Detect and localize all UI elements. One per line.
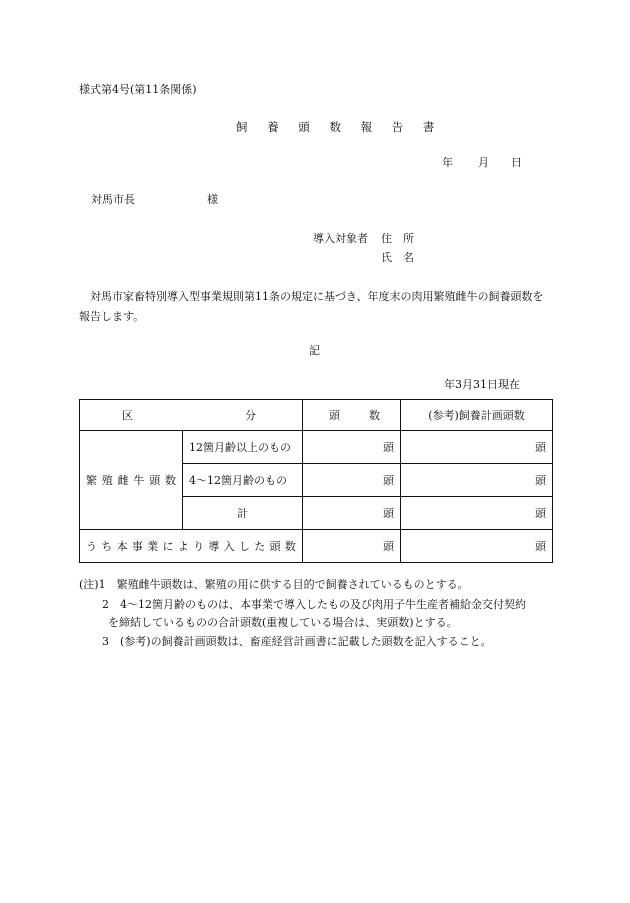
row-label: 4～12箇月齢のもの	[183, 464, 303, 497]
note-3: 3 (参考)の飼養計画頭数は、畜産経営計画書に記載した頭数を記入すること。	[102, 635, 492, 648]
header-kubun: 区 分	[80, 400, 303, 431]
date-year-label: 年	[442, 156, 453, 169]
plan-cell[interactable]: 頭	[401, 431, 553, 464]
group-label-cell	[80, 431, 183, 530]
group-label: 繁 殖 雌 牛 頭 数	[86, 474, 176, 487]
applicant-label: 導入対象者	[313, 232, 368, 245]
imported-count-label-cell	[80, 530, 303, 563]
honorific: 様	[207, 193, 218, 206]
plan-cell[interactable]: 頭	[401, 497, 553, 530]
table-row	[80, 431, 553, 464]
count-cell[interactable]: 頭	[303, 530, 401, 563]
body-paragraph: 対馬市家畜特別導入型事業規則第11条の規定に基づき、年度末の肉用繁殖雌牛の飼養頭数を報告します。	[79, 290, 544, 323]
date-day-label: 日	[511, 156, 522, 169]
header-tousu: 頭 数	[303, 400, 401, 431]
imported-count-label: う ち 本 事 業 に よ り 導 入 し た 頭 数	[86, 540, 296, 553]
count-cell[interactable]: 頭	[303, 431, 401, 464]
form-number: 様式第4号(第11条関係)	[79, 83, 197, 96]
header-plan: (参考)飼養計画頭数	[401, 400, 553, 431]
table-header-row	[80, 400, 553, 431]
row-label-total: 計	[183, 497, 303, 530]
ki-label: 記	[309, 344, 320, 357]
address-label: 住 所	[381, 232, 414, 245]
row-label: 12箇月齢以上のもの	[183, 431, 303, 464]
note-1: (注)1 繁殖雌牛頭数は、繁殖の用に供する目的で飼養されているものとする。	[79, 578, 469, 591]
plan-cell[interactable]: 頭	[401, 464, 553, 497]
document-title: 飼 養 頭 数 報 告 書	[236, 120, 443, 134]
table-row	[80, 530, 553, 563]
name-label: 氏 名	[381, 251, 414, 264]
headcount-table	[79, 399, 553, 563]
note-2: 2 4～12箇月齢のものは、本事業で導入したもの及び肉用子牛生産者補給金交付契約	[102, 598, 526, 611]
note-2-continued: を締結しているものの合計頭数(重複している場合は、実頭数)とする。	[108, 616, 458, 629]
addressee: 対馬市長	[91, 193, 135, 206]
date-month-label: 月	[478, 156, 489, 169]
count-cell[interactable]: 頭	[303, 464, 401, 497]
count-cell[interactable]: 頭	[303, 497, 401, 530]
plan-cell[interactable]: 頭	[401, 530, 553, 563]
as-of-date: 年3月31日現在	[444, 378, 520, 391]
